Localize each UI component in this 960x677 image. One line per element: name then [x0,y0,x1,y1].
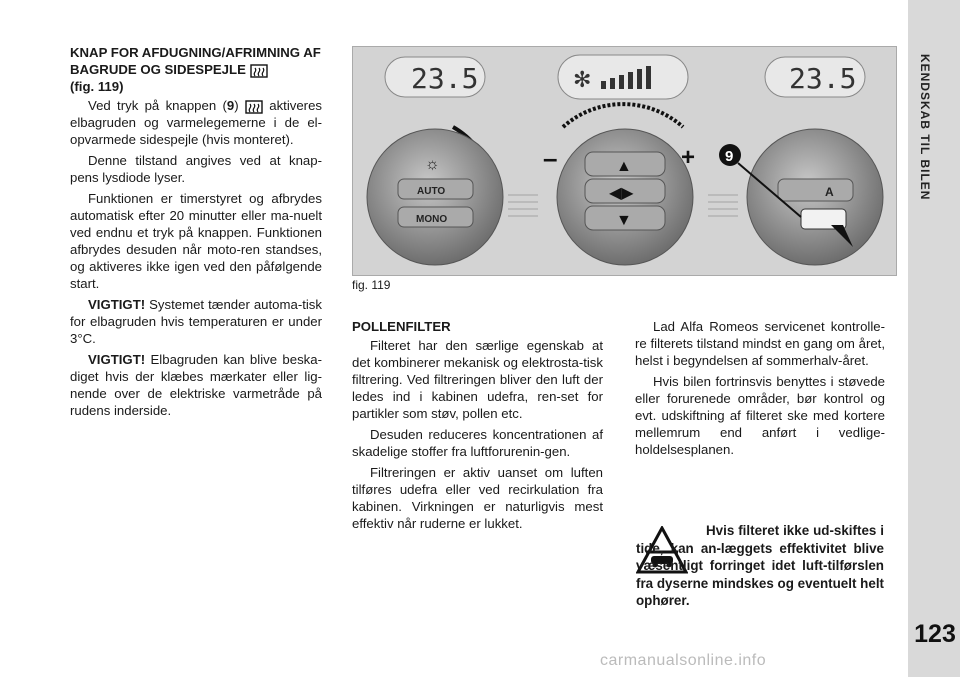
paragraph: Filtreringen er aktiv uanset om luften tilføres udefra eller ved recirkulation fra kabinen. Virkningen er naturligvis mest effektiv når ruderne er lukket. [352,465,603,531]
paragraph: Filteret har den særlige egenskab at det kombinerer mekanisk og elektrosta-tisk filtrering. Ved filtreringen bliver den luft der ledes ind i kabinen udefra, ren-set for partikler som støv, pollen etc. [352,338,603,421]
heading-fig-ref: (fig. 119) [70,79,124,94]
callout-number: 9 [226,98,235,113]
left-temp-value: 23.5 [411,62,479,95]
paragraph: Denne tilstand angives ved at knap-pens lysdiode lyser. [70,153,322,185]
text-run: Elbagruden kan blive beska-diget hvis der klæbes mærkater eller lig-nende over de elektriske varmetråde på rudens inderside. [70,352,322,418]
paragraph: Desuden reduceres koncentrationen af skadelige stoffer fra luftforurenin-gen. [352,427,603,459]
arrow-lr-icon: ◀▶ [609,185,634,202]
paragraph [70,351,322,419]
figure-caption: fig. 119 [352,278,391,292]
plus-sign: + [681,144,696,171]
rear-defrost-icon [250,64,268,78]
arrow-down-icon: ▼ [616,212,632,229]
a-label: A [825,185,834,199]
mono-label: MONO [416,214,448,225]
climate-panel-illustration [353,47,896,275]
recirculation-button[interactable] [778,179,853,201]
chapter-label: KENDSKAB TIL BILEN [918,54,932,201]
paragraph [70,296,322,347]
important-label: VIGTIGT! [88,297,146,312]
text-run: Ved tryk på knappen ( [88,98,227,113]
text-run: aktiveres elbagruden og varmelegemerne i de el-opvarmede sidespejle (hvis monteret). [70,98,322,147]
paragraph: Funktionen er timerstyret og afbrydes automatisk efter 20 minutter eller ma-nuelt ved endnu et tryk på knappen. Funktionen afbrydes desuden når moto-ren standses, og aktiveres ikke igen ved den påfølgende start. [70,191,322,291]
text-run: Systemet tænder automa-tisk for elbagruden hvis temperaturen er under 3°C. [70,297,322,346]
minus-sign: – [543,143,558,173]
right-column [635,318,885,462]
section-heading: POLLENFILTER [352,319,451,334]
paragraph [70,97,322,148]
paragraph: Lad Alfa Romeos servicenet kontrolle-re filterets tilstand mindst en gang om året, helst i begyndelsen af sommerhalv-året. [635,319,885,368]
arrow-up-icon: ▲ [616,158,632,175]
middle-column [352,318,603,536]
climate-control-figure [352,46,897,276]
fan-icon: ✻ [573,68,592,93]
center-knob-arc [563,104,683,127]
warning-body: Hvis filteret ikke ud-skiftes i tide, kan an-læggets effektivitet blive væsentligt forringet idet luft-tilførslen fra dyserne mindskes og eventuelt helt ophører. [636,523,884,608]
important-label: VIGTIGT! [88,352,146,367]
auto-label: AUTO [417,186,446,197]
page-number: 123 [914,620,956,648]
rear-defrost-icon [245,100,263,114]
paragraph: Hvis bilen fortrinsvis benyttes i støvede eller forurenede områder, bør kontrol og evt. udskiftning af filteret ske med kortere mellemrum end anført i vedlige-holdelsesplanen. [635,374,885,457]
warning-text [636,522,884,610]
text-run: ) [234,98,245,113]
callout-number: 9 [725,148,734,165]
watermark: carmanualsonline.info [600,652,767,669]
heading-text: KNAP FOR AFDUGNING/AFRIMNING AF BAGRUDE OG SIDESPEJLE [70,45,321,77]
left-column [70,44,322,423]
chapter-sidebar [908,0,960,677]
section-heading [70,44,322,95]
ac-snowflake-icon: ☼ [425,156,440,173]
right-temp-value: 23.5 [789,62,857,95]
